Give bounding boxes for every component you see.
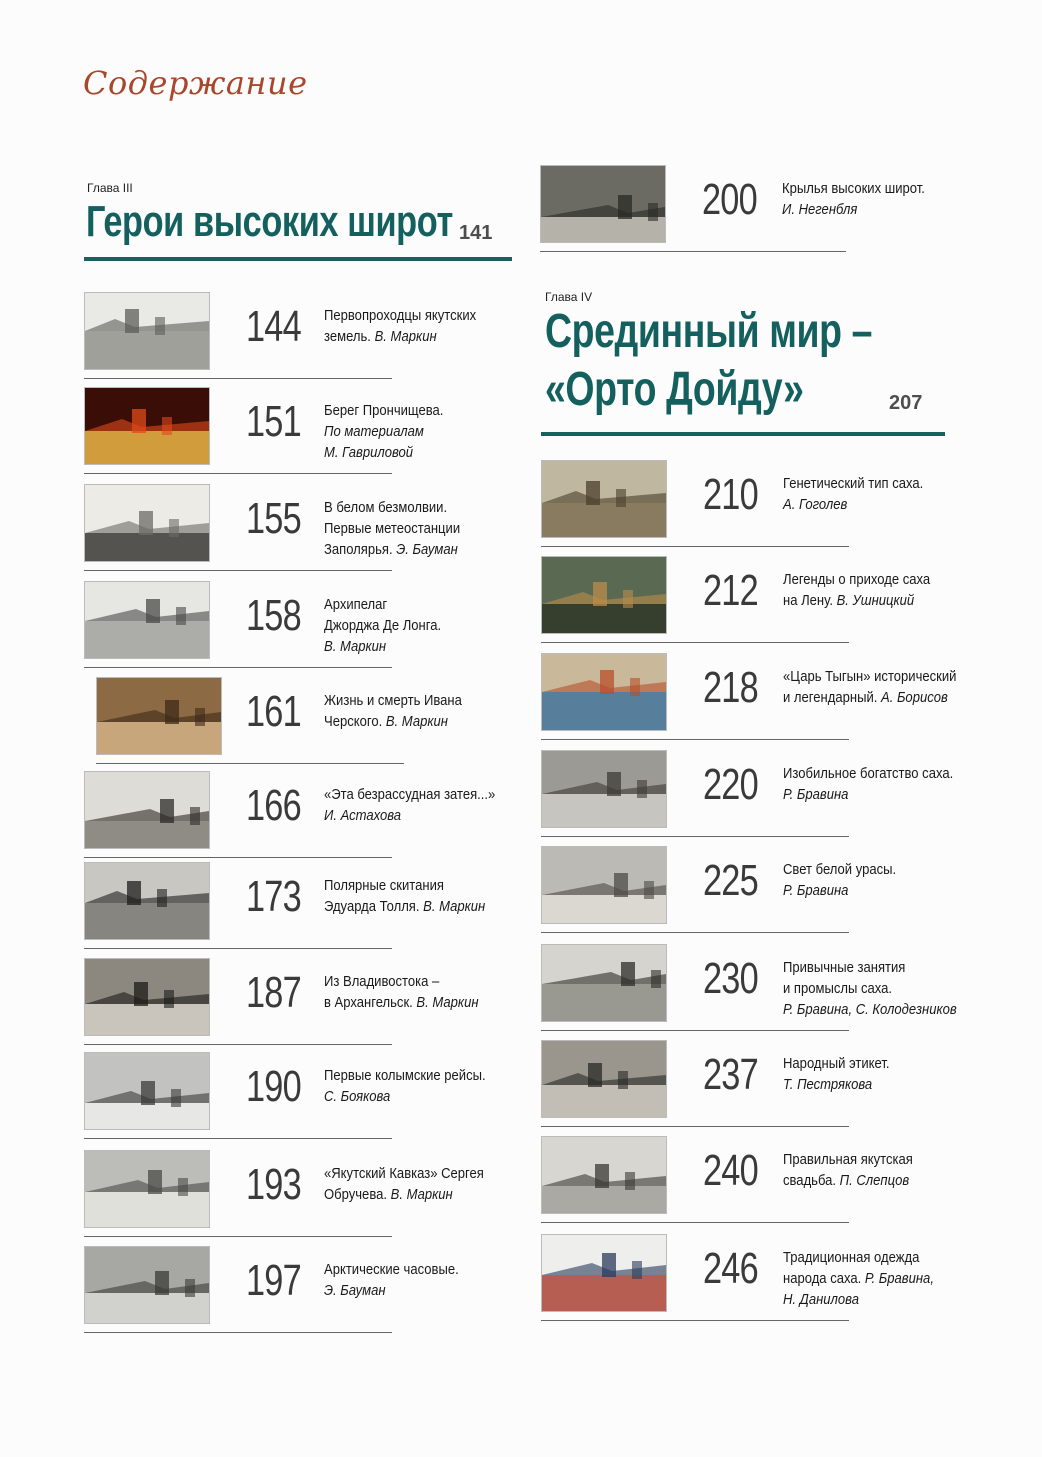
toc-entry[interactable] [84,958,524,1048]
entry-thumbnail [541,1234,667,1312]
entry-thumbnail [541,556,667,634]
entry-thumbnail [541,653,667,731]
entry-line2-text: Эдуарда Толля. [324,899,424,915]
entry-thumbnail [84,387,210,465]
entry-author: Р. Бравина [783,883,849,899]
entry-rule [540,251,846,252]
entry-thumbnail [84,771,210,849]
entry-rule [84,570,392,571]
entry-author-line3: Н. Данилова [783,1292,859,1308]
entry-thumbnail [96,677,222,755]
entry-text [324,785,495,827]
entry-thumbnail [84,1150,210,1228]
toc-entry[interactable] [541,1234,981,1324]
entry-line1: Жизнь и смерть Ивана [324,693,462,709]
entry-author: А. Гоголев [783,497,848,513]
entry-line2-text: и промыслы саха. [783,981,893,997]
chapter-label: Глава III [87,181,133,195]
entry-text [324,498,460,561]
entry-rule [541,932,849,933]
entry-text [324,876,485,918]
entry-line1: Первые колымские рейсы. [324,1068,486,1084]
chapter-label: Глава IV [545,290,593,304]
entry-thumbnail [541,846,667,924]
entry-line1: Из Владивостока – [324,974,440,990]
entry-page-number: 230 [703,954,758,1003]
entry-line2 [324,712,462,733]
entry-line2-text: в Архангельск. [324,995,417,1011]
entry-line1: Первопроходцы якутских [324,308,477,324]
entry-text [783,860,896,902]
entry-line1: Легенды о приходе саха [783,572,931,588]
entry-line1: «Царь Тыгын» исторический [783,669,957,685]
entry-line2 [783,1171,913,1192]
toc-entry[interactable] [541,653,981,743]
entry-text [782,179,925,221]
entry-rule [541,1030,849,1031]
entry-text [783,1248,934,1311]
entry-text [324,1164,484,1206]
entry-line1: Архипелаг [324,597,388,613]
entry-line2-text: Первые метеостанции [324,521,461,537]
entry-thumbnail [84,1052,210,1130]
entry-author: В. Маркин [416,995,479,1011]
entry-line1: Крылья высоких широт. [782,181,925,197]
entry-line2 [783,591,930,612]
toc-entry[interactable] [540,165,980,255]
entry-page-number: 210 [703,470,758,519]
entry-page-number: 151 [246,397,301,446]
entry-line1: Изобильное богатство саха. [783,766,954,782]
entry-line2-text: народа саха. [783,1271,865,1287]
entry-rule [541,836,849,837]
entry-page-number: 246 [703,1244,758,1293]
entry-page-number: 144 [246,302,301,351]
entry-author: Р. Бравина [783,787,849,803]
entry-thumbnail [84,581,210,659]
entry-line2 [783,785,953,806]
entry-line3 [324,540,460,561]
entry-author-line3: М. Гавриловой [324,445,414,461]
entry-rule [84,948,392,949]
entry-page-number: 161 [246,687,301,736]
chapter-page-number: 207 [889,392,923,414]
entry-line2 [324,806,495,827]
chapter-title: Герои высоких широт [86,197,453,246]
chapter-rule [84,257,512,261]
entry-author: По материалам [324,424,424,440]
entry-text [324,1066,486,1108]
entry-rule [84,1044,392,1045]
entry-author: В. Ушницкий [836,593,915,609]
toc-entry[interactable] [84,862,524,952]
entry-text [783,1150,913,1192]
entry-thumbnail [541,1136,667,1214]
entry-line2 [324,1087,486,1108]
entry-text [324,1260,459,1302]
entry-text [324,691,462,733]
entry-line2 [782,200,925,221]
toc-entry[interactable] [84,484,524,574]
entry-line3 [324,637,441,658]
entry-author: В. Маркин [385,714,448,730]
entry-line2-text: Черского. [324,714,386,730]
entry-rule [541,739,849,740]
entry-rule [84,1236,392,1237]
entry-line2-text: и легендарный. [783,690,881,706]
chapter-title-line2: «Орто Дойду» [545,363,804,416]
entry-page-number: 187 [246,968,301,1017]
entry-rule [84,473,392,474]
entry-author: В. Маркин [374,329,437,345]
entry-line1: Генетический тип саха. [783,476,924,492]
entry-page-number: 173 [246,872,301,921]
entry-author: Р. Бравина, [864,1271,934,1287]
entry-author: Э. Бауман [324,1283,386,1299]
entry-line2 [324,993,479,1014]
toc-entry[interactable] [84,1246,524,1336]
entry-author: И. Негенбля [782,202,858,218]
entry-line2 [783,495,923,516]
entry-thumbnail [84,484,210,562]
entry-text [783,1054,890,1096]
entry-line3 [324,443,443,464]
entry-rule [541,1126,849,1127]
entry-page-number: 220 [703,760,758,809]
entry-line1: Традиционная одежда [783,1250,920,1266]
entry-line2-text: свадьба. [783,1173,840,1189]
toc-entry[interactable] [84,677,524,767]
entry-line2 [783,1269,934,1290]
entry-line2 [324,327,476,348]
toc-entry[interactable] [541,944,981,1034]
entry-line2 [324,897,485,918]
toc-entry[interactable] [541,556,981,646]
entry-rule [84,667,392,668]
entry-line2 [783,1075,890,1096]
entry-line2 [324,519,460,540]
entry-line1: Народный этикет. [783,1056,890,1072]
entry-line2 [783,881,896,902]
toc-entry[interactable] [541,846,981,936]
entry-page-number: 158 [246,591,301,640]
toc-entry[interactable] [541,1040,981,1130]
entry-author: Т. Пестрякова [783,1077,873,1093]
entry-thumbnail [84,862,210,940]
entry-rule [84,1332,392,1333]
toc-entry[interactable] [84,1052,524,1142]
entry-author: А. Борисов [880,690,948,706]
entry-thumbnail [84,292,210,370]
entry-line1: Привычные занятия [783,960,906,976]
entry-page-number: 200 [702,175,757,224]
entry-page-number: 197 [246,1256,301,1305]
entry-line3 [783,1000,957,1021]
entry-thumbnail [84,958,210,1036]
entry-author: В. Маркин [423,899,486,915]
entry-line3 [783,1290,934,1311]
entry-text [783,474,923,516]
entry-author-line3: Э. Бауман [396,542,458,558]
entry-line2-text: Джорджа Де Лонга. [324,618,442,634]
entry-page-number: 166 [246,781,301,830]
entry-rule [541,546,849,547]
entry-line2-text: Обручева. [324,1187,391,1203]
toc-entry[interactable] [84,387,524,477]
toc-entry[interactable] [541,1136,981,1226]
toc-entry[interactable] [84,292,524,382]
entry-line1: «Эта безрассудная затея...» [324,787,496,803]
entry-line1: Свет белой урасы. [783,862,897,878]
entry-text [324,306,476,348]
chapter-title-line1: Срединный мир – [545,305,873,358]
entry-line1: Берег Прончищева. [324,403,444,419]
entry-line1: Полярные скитания [324,878,444,894]
entry-line1: В белом безмолвии. [324,500,448,516]
entry-rule [96,763,404,764]
chapter-page-number: 141 [459,222,493,244]
entry-thumbnail [541,1040,667,1118]
entry-text [783,667,956,709]
entry-author: И. Астахова [324,808,402,824]
entry-line2 [783,979,957,1000]
entry-author: В. Маркин [390,1187,453,1203]
entry-text [324,972,479,1014]
entry-line2 [324,422,443,443]
toc-entry[interactable] [84,771,524,861]
toc-entry[interactable] [541,460,981,550]
entry-page-number: 193 [246,1160,301,1209]
entry-rule [541,642,849,643]
entry-rule [541,1222,849,1223]
entry-line2 [324,616,441,637]
toc-entry[interactable] [84,1150,524,1240]
entry-rule [541,1320,849,1321]
entry-text [783,570,930,612]
entry-text [324,595,441,658]
entry-line2 [783,688,956,709]
page-heading: Содержание [83,64,308,102]
toc-entry[interactable] [541,750,981,840]
entry-rule [84,857,392,858]
entry-line1: Арктические часовые. [324,1262,459,1278]
entry-author: П. Слепцов [839,1173,910,1189]
chapter-rule [541,432,945,436]
entry-author-line3: В. Маркин [324,639,387,655]
entry-line2 [324,1185,484,1206]
entry-rule [84,378,392,379]
entry-text [783,764,953,806]
entry-text [324,401,443,464]
entry-page-number: 240 [703,1146,758,1195]
entry-author: С. Боякова [324,1089,391,1105]
entry-line1: «Якутский Кавказ» Сергея [324,1166,484,1182]
entry-line2-text: на Лену. [783,593,837,609]
entry-thumbnail [84,1246,210,1324]
entry-thumbnail [540,165,666,243]
entry-line1: Правильная якутская [783,1152,913,1168]
toc-entry[interactable] [84,581,524,671]
entry-thumbnail [541,460,667,538]
entry-line3-text: Заполярья. [324,542,397,558]
entry-page-number: 212 [703,566,758,615]
entry-page-number: 190 [246,1062,301,1111]
entry-thumbnail [541,944,667,1022]
entry-page-number: 225 [703,856,758,905]
entry-page-number: 218 [703,663,758,712]
entry-author-line3: Р. Бравина, С. Колодезников [783,1002,957,1018]
entry-thumbnail [541,750,667,828]
entry-line2-text: земель. [324,329,375,345]
entry-rule [84,1138,392,1139]
entry-page-number: 237 [703,1050,758,1099]
entry-page-number: 155 [246,494,301,543]
entry-text [783,958,957,1021]
entry-line2 [324,1281,459,1302]
